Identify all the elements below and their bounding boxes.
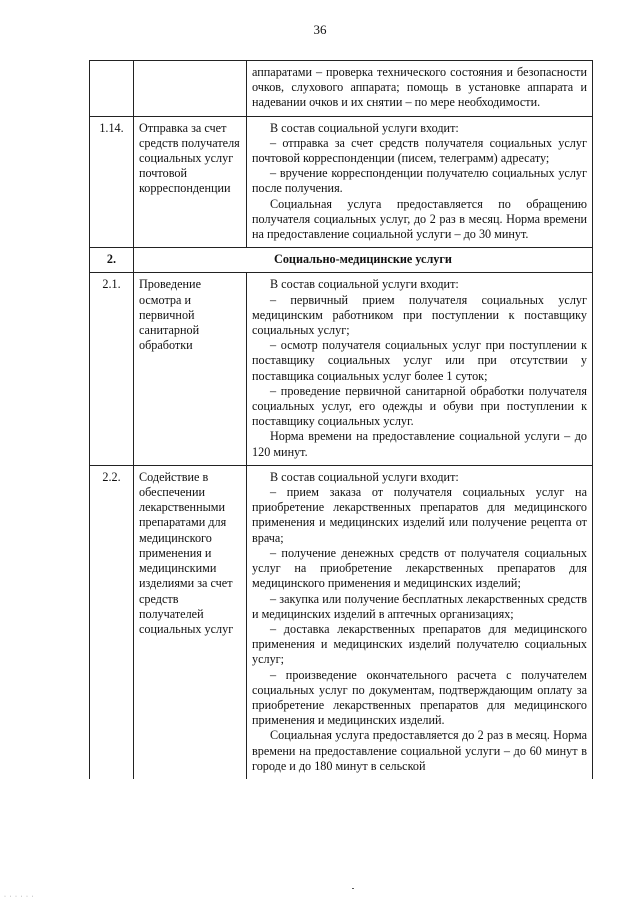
page-number: 36 xyxy=(313,22,327,37)
service-name: Отправка за счет средств получателя социальных услуг почтовой корреспонденции xyxy=(134,116,247,248)
service-name: Проведение осмотра и первичной санитарной обработки xyxy=(134,273,247,465)
content-paragraph: Социальная услуга предоставляется по обращению получателя социальных услуг, до 2 раз в месяц. Норма времени на предоставление социальной услуги – до 30 минут. xyxy=(252,196,587,242)
table-row xyxy=(90,465,593,779)
scan-edge-dots: · · · · · · xyxy=(4,894,35,900)
content-paragraph: Социальная услуга предоставляется до 2 раз в месяц. Норма времени на предоставление социальной услуги – до 60 минут в городе и до 180 минут в сельской xyxy=(252,728,587,773)
content-paragraph: – доставка лекарственных препаратов для медицинского применения и медицинских изделий получателю социальных услуг; xyxy=(252,621,587,667)
content-paragraph: Норма времени на предоставление социальной услуги – до 120 минут. xyxy=(252,429,587,459)
item-number: 1.14. xyxy=(90,116,134,248)
content-paragraph: В состав социальной услуги входит: xyxy=(270,277,459,292)
service-content xyxy=(247,116,593,248)
service-name: Содействие в обеспечении лекарственными препаратами для медицинского применения и медицинскими изделиями за счет средств получателей социальных услуг xyxy=(134,465,247,779)
section-number: 2. xyxy=(90,248,134,273)
service-content xyxy=(247,273,593,465)
content-paragraph: В состав социальной услуги входит: xyxy=(270,120,459,135)
item-number: 2.2. xyxy=(90,465,134,779)
content-paragraph: В состав социальной услуги входит: xyxy=(270,469,459,484)
service-content xyxy=(247,465,593,779)
services-table xyxy=(89,60,593,779)
content-paragraph: – проведение первичной санитарной обработки получателя социальных услуг, его одежды и обуви при поступлении к поставщику социальных услуг. xyxy=(252,383,587,429)
content-paragraph: – первичный прием получателя социальных услуг медицинским работником при поступлении к поставщику социальных услуг; xyxy=(252,292,587,338)
table-row xyxy=(90,61,593,117)
item-number xyxy=(90,61,134,117)
content-paragraph: – закупка или получение бесплатных лекарственных средств и медицинских изделий в аптечных организациях; xyxy=(252,591,587,621)
content-paragraph: аппаратами – проверка технического состояния и безопасности очков, слухового аппарата; помощь в установке аппарата и надевании очков и их снятии – по мере необходимости. xyxy=(252,65,587,110)
service-content xyxy=(247,61,593,117)
content-paragraph: – осмотр получателя социальных услуг при поступлении к поставщику социальных услуг или при отсутствии у поставщика социальных услуг более 1 суток; xyxy=(252,338,587,383)
table-row xyxy=(90,273,593,465)
scan-speck xyxy=(352,888,354,889)
section-title: Социально-медицинские услуги xyxy=(134,248,593,273)
content-paragraph: – получение денежных средств от получателя социальных услуг на приобретение лекарственных препаратов для медицинского применения и медицинских изделий; xyxy=(252,545,587,591)
section-heading-row xyxy=(90,248,593,273)
content-paragraph: – произведение окончательного расчета с получателем социальных услуг по документам, подтверждающим оплату за приобретение лекарственных препаратов для медицинского применения и медицинских изделий. xyxy=(252,667,587,728)
item-number: 2.1. xyxy=(90,273,134,465)
content-paragraph: – отправка за счет средств получателя социальных услуг почтовой корреспонденции (писем, телеграмм) адресату; xyxy=(252,135,587,166)
service-name xyxy=(134,61,247,117)
content-paragraph: – вручение корреспонденции получателю социальных услуг после получения. xyxy=(252,166,587,196)
content-paragraph: – прием заказа от получателя социальных услуг на приобретение лекарственных препаратов для медицинского применения и медицинских изделий или получение рецепта от врача; xyxy=(252,485,587,545)
table-row xyxy=(90,116,593,248)
